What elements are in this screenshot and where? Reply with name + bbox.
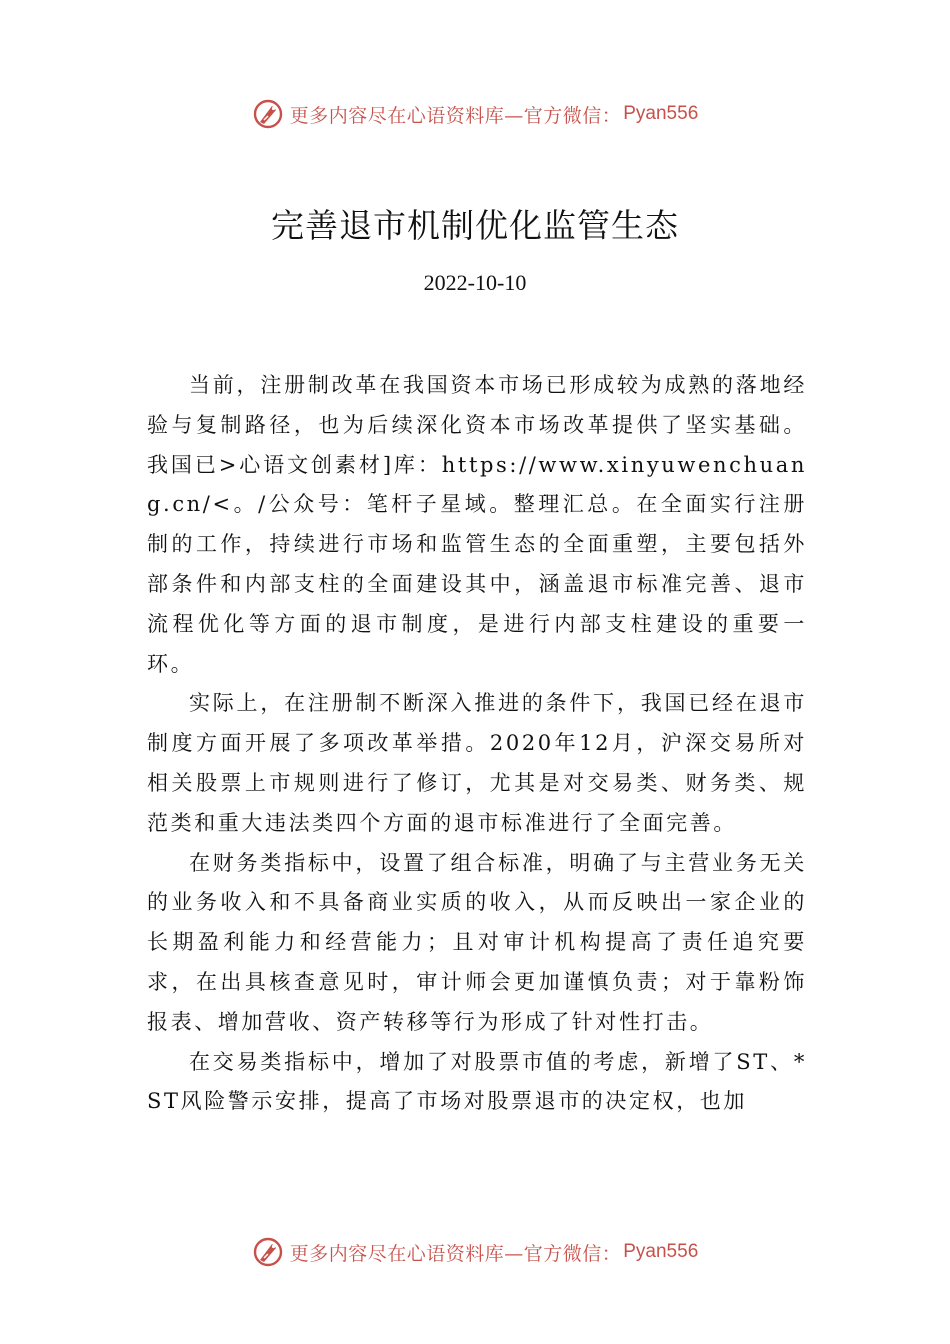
paragraph: 当前，注册制改革在我国资本市场已形成较为成熟的落地经验与复制路径，也为后续深化资本市场改革提供了坚实基础。我国已>心语文创素材]库：https://www.xinyuwenchuang.cn/<。/公众号：笔杆子星域。整理汇总。在全面实行注册制的工作，持续进行市场和监管生态的全面重塑，主要包括外部条件和内部支柱的全面建设其中，涵盖退市标准完善、退市流程优化等方面的退市制度，是进行内部支柱建设的重要一环。 (147, 373, 807, 676)
header-watermark (0, 94, 950, 134)
watermark-handle: Pyan556 (623, 1241, 699, 1262)
paragraph: 在财务类指标中，设置了组合标准，明确了与主营业务无关的业务收入和不具备商业实质的收入，从而反映出一家企业的长期盈利能力和经营能力；且对审计机构提高了责任追究要求，在出具核查意见时，审计师会更加谨慎负责；对于靠粉饰报表、增加营收、资产转移等行为形成了针对性打击。 (147, 850, 807, 1034)
paragraph: 在交易类指标中，增加了对股票市值的考虑，新增了ST、*ST风险警示安排，提高了市场对股票退市的决定权，也加 (147, 1049, 807, 1114)
article-body (147, 366, 807, 1122)
pen-nib-logo-icon (252, 1236, 284, 1268)
watermark-text: 更多内容尽在心语资料库—官方微信： (289, 1242, 622, 1265)
pen-nib-logo-icon (252, 98, 284, 130)
footer-watermark (0, 1232, 950, 1272)
watermark-handle: Pyan556 (623, 103, 699, 124)
paragraph: 实际上，在注册制不断深入推进的条件下，我国已经在退市制度方面开展了多项改革举措。2020年12月，沪深交易所对相关股票上市规则进行了修订，尤其是对交易类、财务类、规范类和重大违法类四个方面的退市标准进行了全面完善。 (147, 691, 807, 835)
article-title: 完善退市机制优化监管生态 (271, 206, 679, 245)
watermark-text: 更多内容尽在心语资料库—官方微信： (289, 104, 622, 127)
article-date: 2022-10-10 (423, 270, 527, 295)
